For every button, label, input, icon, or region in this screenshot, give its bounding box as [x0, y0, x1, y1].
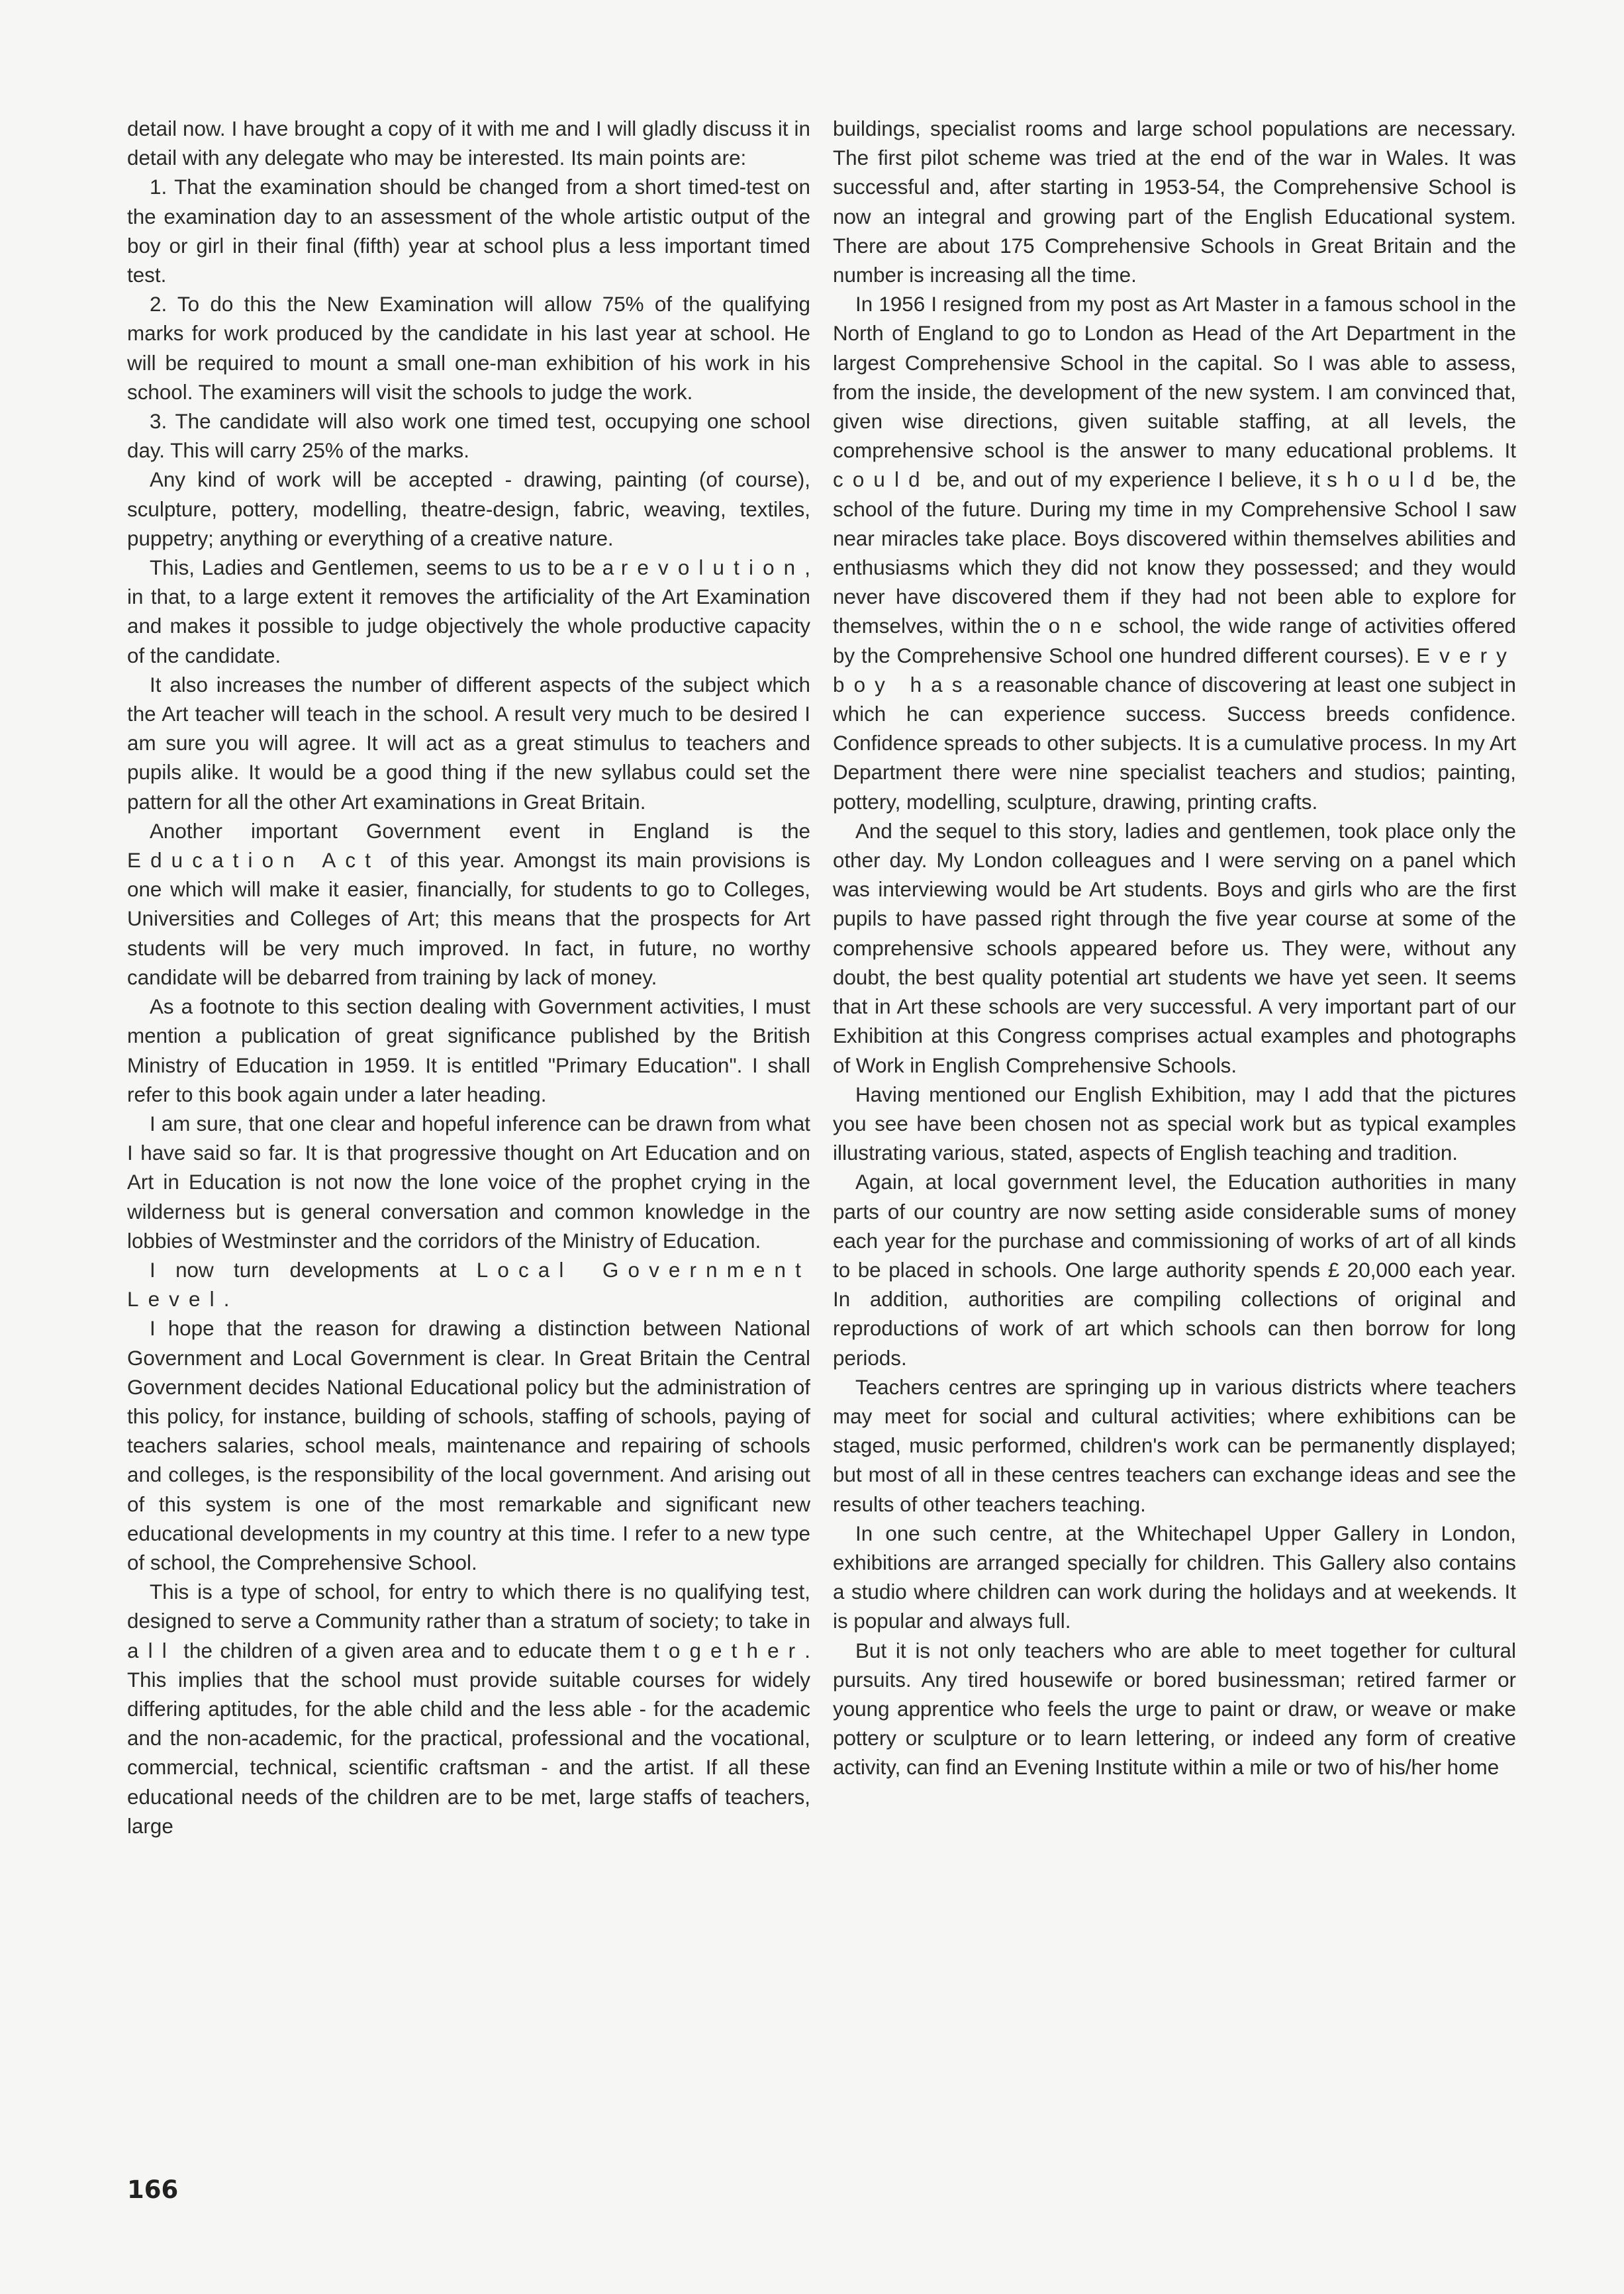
- spaced-emphasis: together: [653, 1639, 805, 1662]
- paragraph: [833, 1519, 1516, 1637]
- text-run: be, and out of my experience I believe, it: [929, 468, 1327, 492]
- spaced-emphasis: Education Act: [127, 849, 381, 873]
- spaced-emphasis: all: [127, 1639, 176, 1662]
- spaced-emphasis: Local Government Level: [127, 1258, 810, 1312]
- paragraph: [833, 1637, 1516, 1783]
- text-run: detail now. I have brought a copy of it with me and I will gladly discuss it in detail with any delegate who may be interested. Its main points are:: [127, 117, 810, 170]
- text-run: I now turn developments at: [150, 1258, 477, 1282]
- text-run: school, the wide range of activities offered by the Comprehensive School one hundred different courses).: [833, 614, 1516, 667]
- paragraph: [127, 173, 810, 290]
- paragraph: [833, 1168, 1516, 1372]
- paragraph: [127, 465, 810, 553]
- right-column: [833, 115, 1516, 1783]
- paragraph: [127, 407, 810, 465]
- text-run: Another important Government event in England is the: [150, 819, 810, 843]
- text-run: a reasonable chance of discovering at least one subject in which he can experience success. Success breeds confidence. Confidence spreads to other subjects. It is a cumulative process. In my Art Department there were nine specialist teachers and studios; painting, pottery, modelling, sculpture, drawing, printing crafts.: [833, 673, 1516, 814]
- text-run: In 1956 I resigned from my post as Art Master in a famous school in the North of England to go to London as Head of the Art Department in the largest Comprehensive School in the capital. So I was able to assess, from the inside, the development of the new system. I am convinced that, given wise directions, given suitable staffing, at all levels, the comprehensive school is the answer to many educational problems. It: [833, 293, 1516, 463]
- text-run: Having mentioned our English Exhibition, may I add that the pictures you see have been chosen not as special work but as typical examples illustrating various, stated, aspects of English teaching and tradition.: [833, 1082, 1516, 1165]
- text-run: .: [223, 1288, 230, 1312]
- text-run: be, the school of the future. During my time in my Comprehensive School I saw near miracles take place. Boys discovered within themselves abilities and enthusiasms which they did not know they possessed; and they would never have discovered them if they had not been able to explore for themselves, within the: [833, 468, 1516, 638]
- paragraph: [127, 1256, 810, 1314]
- text-run: Again, at local government level, the Education authorities in many parts of our country are now setting aside considerable sums of money each year for the purchase and commissioning of works of art of all kinds to be placed in schools. One large authority spends £ 20,000 each year. In addition, authorities are compiling collections of original and reproductions of work of art which schools can then borrow for long periods.: [833, 1171, 1516, 1370]
- text-run: the children of a given area and to educate them: [175, 1639, 654, 1662]
- text-run: As a footnote to this section dealing with Government activities, I must mention a publication of great significance published by the British Ministry of Education in 1959. It is entitled "Primary Education". I shall refer to this book again under a later heading.: [127, 995, 810, 1106]
- spaced-emphasis: one: [1048, 614, 1112, 638]
- paragraph: [833, 290, 1516, 817]
- paragraph: [833, 817, 1516, 1080]
- text-run: In one such centre, at the Whitechapel Upper Gallery in London, exhibitions are arranged specially for children. This Gallery also contains a studio where children can work during the holidays and at weekends. It is popular and always full.: [833, 1521, 1516, 1633]
- text-run: It also increases the number of different aspects of the subject which the Art teacher will teach in the school. A result very much to be desired I am sure you will agree. It will act as a great stimulus to teachers and pupils alike. It would be a good thing if the new syllabus could set the pattern for all the other Art examinations in Great Britain.: [127, 673, 810, 814]
- paragraph: [127, 1314, 810, 1578]
- spaced-emphasis: could: [833, 468, 930, 492]
- text-run: 2. To do this the New Examination will allow 75% of the qualifying marks for work produced by the candidate in his last year at school. He will be required to mount a small one-man exhibition of his work in his school. The examiners will visit the schools to judge the work.: [127, 293, 810, 404]
- spaced-emphasis: should: [1327, 468, 1445, 492]
- paragraph: [127, 290, 810, 407]
- text-run: And the sequel to this story, ladies and gentlemen, took place only the other day. My London colleagues and I were serving on a panel which was interviewing would be Art students. Boys and girls who are the first pupils to have passed right through the five year course at some of the comprehensive schools appeared before us. They were, without any doubt, the best quality potential art students we have yet seen. It seems that in Art these schools are very successful. A very important part of our Exhibition at this Congress comprises actual examples and photographs of Work in English Comprehensive Schools.: [833, 819, 1516, 1077]
- text-run: But it is not only teachers who are able to meet together for cultural pursuits. Any tired housewife or bored businessman; retired farmer or young apprentice who feels the urge to paint or draw, or weave or make pottery or sculpture or to learn lettering, or indeed any form of creative activity, can find an Evening Institute within a mile or two of his/her home: [833, 1639, 1516, 1780]
- paragraph: [127, 992, 810, 1110]
- text-run: This, Ladies and Gentlemen, seems to us to be a: [150, 556, 621, 580]
- paragraph: [127, 115, 810, 173]
- text-run: This is a type of school, for entry to which there is no qualifying test, designed to serve a Community rather than a stratum of society; to take in: [127, 1580, 810, 1633]
- spaced-emphasis: revolution: [620, 556, 805, 580]
- text-run: 1. That the examination should be changed from a short timed-test on the examination day to an assessment of the whole artistic output of the boy or girl in their final (fifth) year at school plus a less important timed test.: [127, 175, 810, 287]
- text-run: buildings, specialist rooms and large school populations are necessary. The first pilot scheme was tried at the end of the war in Wales. It was successful and, after starting in 1953-54, the Comprehensive School is now an integral and growing part of the English Educational system. There are about 175 Comprehensive Schools in Great Britain and the number is increasing all the time.: [833, 117, 1516, 287]
- text-run: Teachers centres are springing up in various districts where teachers may meet for social and cultural activities; where exhibitions can be staged, music performed, children's work can be permanently displayed; but most of all in these centres teachers can exchange ideas and see the results of other teachers teaching.: [833, 1375, 1516, 1516]
- text-run: 3. The candidate will also work one timed test, occupying one school day. This will carry 25% of the marks.: [127, 410, 810, 463]
- page-number: 166: [127, 2175, 179, 2204]
- text-run: I am sure, that one clear and hopeful inference can be drawn from what I have said so far. It is that progressive thought on Art Education and on Art in Education is not now the lone voice of the prophet crying in the wilderness but is general conversation and common knowledge in the lobbies of Westminster and the corridors of the Ministry of Education.: [127, 1112, 810, 1253]
- paragraph: [127, 1578, 810, 1841]
- text-run: , in that, to a large extent it removes the artificiality of the Art Examination and makes it possible to judge objectively the whole productive capacity of the candidate.: [127, 556, 810, 667]
- text-run: . This implies that the school must provide suitable courses for widely differing aptitudes, for the able child and the less able - for the academic and the non-academic, for the practical, professional and the vocational, commercial, technical, scientific craftsman - and the artist. If all these educational needs of the children are to be met, large staffs of teachers, large: [127, 1639, 810, 1838]
- paragraph: [127, 1110, 810, 1256]
- text-run: of this year. Amongst its main provisions is one which will make it easier, financially, for students to go to Colleges, Universities and Colleges of Art; this means that the prospects for Art students will be very much improved. In fact, in future, no worthy candidate will be debarred from training by lack of money.: [127, 849, 810, 989]
- paragraph: [127, 817, 810, 992]
- paragraph: [127, 671, 810, 817]
- paragraph: [127, 553, 810, 671]
- paragraph: [833, 115, 1516, 290]
- text-run: I hope that the reason for drawing a distinction between National Government and Local Government is clear. In Great Britain the Central Government decides National Educational policy but the administration of this policy, for instance, building of schools, staffing of schools, paying of teachers salaries, school meals, maintenance and repairing of schools and colleges, is the responsibility of the local government. And arising out of this system is one of the most remarkable and significant new educational developments in my country at this time. I refer to a new type of school, the Comprehensive School.: [127, 1317, 810, 1574]
- paragraph: [833, 1373, 1516, 1519]
- text-run: Any kind of work will be accepted - drawing, painting (of course), sculpture, pottery, modelling, theatre-design, fabric, weaving, textiles, puppetry; anything or everything of a creative nature.: [127, 468, 810, 550]
- left-column: [127, 115, 810, 1841]
- spaced-emphasis: Every boy has: [833, 644, 1516, 696]
- paragraph: [833, 1080, 1516, 1169]
